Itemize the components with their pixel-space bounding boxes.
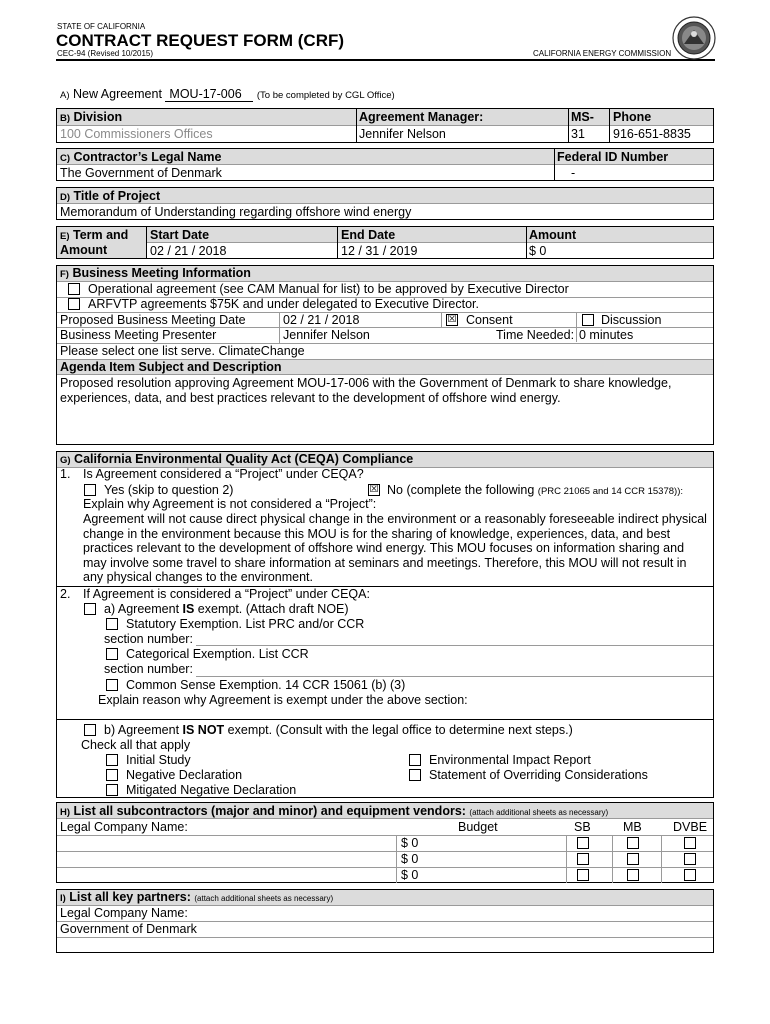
sub-budget-2[interactable]: $ 0 (401, 852, 419, 866)
federal-id-field[interactable]: - (571, 166, 576, 180)
federal-id-label: Federal ID Number (557, 150, 669, 164)
section-d-letter: D) (60, 192, 71, 203)
agenda-line-1[interactable]: Proposed resolution approving Agreement MOU-17-006 with the Government of Denmark to share knowledge, (60, 376, 672, 390)
negative-decl-label: Negative Declaration (126, 768, 243, 782)
section-h-div3 (57, 851, 713, 852)
term-label-text: Term and (72, 228, 129, 242)
section-e-header-bg (147, 227, 713, 242)
reason-line-5: any physical changes to the environment. (83, 570, 313, 585)
amount-row-label: Amount (60, 243, 108, 257)
is-exempt-suffix: exempt. (Attach draft NOE) (194, 602, 349, 616)
ceqa-yes-checkbox[interactable] (84, 484, 96, 496)
meeting-date-label: Proposed Business Meeting Date (60, 313, 246, 327)
sub-sb-checkbox-1[interactable] (577, 837, 589, 849)
operational-checkbox[interactable] (68, 283, 80, 295)
common-sense-checkbox[interactable] (106, 679, 118, 691)
ceqa-label (60, 452, 413, 466)
term-label (60, 228, 128, 242)
key-partners-label (60, 890, 333, 904)
sub-dvbe-checkbox-2[interactable] (684, 853, 696, 865)
q1-number: 1. (60, 467, 71, 481)
q2-number: 2. (60, 587, 71, 601)
section-e-divider (147, 242, 713, 243)
agenda-label: Agenda Item Subject and Description (60, 360, 282, 374)
sub-budget-1[interactable]: $ 0 (401, 836, 419, 850)
section-e-col1 (146, 226, 147, 259)
statutory-label: Statutory Exemption. List PRC and/or CCR (126, 617, 365, 631)
time-needed-field[interactable]: 0 minutes (579, 328, 634, 342)
partner-col-name: Legal Company Name: (60, 906, 188, 920)
sub-dvbe-checkbox-1[interactable] (684, 837, 696, 849)
commission-seal-icon (672, 16, 716, 60)
sub-dvbe-checkbox-3[interactable] (684, 869, 696, 881)
section-b-col2 (568, 108, 569, 143)
arfvtp-checkbox[interactable] (68, 298, 80, 310)
sub-mb-checkbox-1[interactable] (627, 837, 639, 849)
eir-label: Environmental Impact Report (429, 753, 591, 767)
section-a-letter: A) (60, 90, 70, 101)
consent-label: Consent (466, 313, 513, 327)
section-a-row (60, 87, 395, 102)
explain-not-project: Explain why Agreement is not considered a “Project”: (83, 497, 377, 511)
ceqa-no-checkbox[interactable]: ☒ (369, 484, 379, 495)
consent-checkbox[interactable]: ☒ (447, 314, 457, 325)
ceqa-label-text: California Environmental Quality Act (CEQA) Compliance (74, 452, 414, 466)
section-h-letter: H) (60, 807, 71, 818)
ceqa-no-row (387, 483, 683, 497)
presenter-field[interactable]: Jennifer Nelson (283, 328, 370, 342)
categorical-section-label: section number: (104, 662, 193, 676)
start-date-field[interactable]: 02 / 21 / 2018 (150, 244, 227, 258)
form-title: CONTRACT REQUEST FORM (CRF) (56, 31, 345, 50)
state-label: STATE OF CALIFORNIA (57, 22, 146, 31)
discussion-checkbox[interactable] (582, 314, 594, 326)
phone-field[interactable]: 916-651-8835 (613, 127, 691, 141)
section-f-col3 (576, 312, 577, 327)
listserve-label: Please select one list serve. (60, 344, 215, 358)
discussion-label: Discussion (601, 313, 662, 327)
new-agreement-label: New Agreement (72, 87, 162, 101)
ceqa-no-label: No (complete the following (387, 483, 535, 497)
section-h-col4 (661, 835, 662, 883)
common-sense-label: Common Sense Exemption. 14 CCR 15061 (b) (3) (126, 678, 406, 692)
ms-field[interactable]: 31 (571, 127, 585, 141)
division-label-text: Division (73, 110, 123, 124)
categorical-section-field[interactable] (196, 676, 713, 677)
contractor-label-text: Contractor’s Legal Name (73, 150, 222, 164)
sub-mb-checkbox-2[interactable] (627, 853, 639, 865)
partner-name-1[interactable]: Government of Denmark (60, 922, 197, 936)
section-f-col4 (576, 327, 577, 342)
section-e-col3 (526, 226, 527, 259)
division-label (60, 110, 122, 124)
cgl-note: (To be completed by CGL Office) (256, 90, 395, 101)
key-partners-label-text: List all key partners: (69, 890, 191, 904)
not-exempt-bold: IS NOT (182, 723, 225, 737)
mitigated-label: Mitigated Negative Declaration (126, 783, 297, 797)
initial-study-label: Initial Study (126, 753, 191, 767)
explain-exempt-label: Explain reason why Agreement is exempt under the above section: (98, 693, 468, 707)
negative-decl-checkbox[interactable] (106, 769, 118, 781)
mitigated-checkbox[interactable] (106, 784, 118, 796)
statutory-section-field[interactable] (196, 645, 713, 646)
sub-mb-checkbox-3[interactable] (627, 869, 639, 881)
subcontractors-note: (attach additional sheets as necessary) (469, 808, 609, 817)
section-h-col2 (566, 835, 567, 883)
is-exempt-checkbox[interactable] (84, 603, 96, 615)
meeting-date-field[interactable]: 02 / 21 / 2018 (283, 313, 360, 327)
agreement-number-field[interactable]: MOU-17-006 (165, 87, 253, 102)
ceqa-no-note: (PRC 21065 and 14 CCR 15378)): (537, 486, 683, 497)
manager-field[interactable]: Jennifer Nelson (359, 127, 446, 141)
section-h-col3 (612, 835, 613, 883)
sub-col-sb: SB (574, 820, 591, 834)
subcontractors-label (60, 804, 608, 818)
ceqa-yes-label: Yes (skip to question 2) (104, 483, 234, 497)
division-field[interactable]: 100 Commissioners Offices (60, 127, 213, 141)
check-all-label: Check all that apply (81, 738, 191, 752)
ms-label: MS- (571, 110, 594, 124)
project-title-label (60, 189, 160, 203)
subcontractors-label-text: List all subcontractors (major and minor) and equipment vendors: (73, 804, 466, 818)
header-rule (56, 59, 715, 61)
q1-text: Is Agreement considered a “Project” under CEQA? (83, 467, 364, 481)
not-project-reason[interactable] (83, 512, 707, 585)
overriding-checkbox[interactable] (409, 769, 421, 781)
categorical-checkbox[interactable] (106, 648, 118, 660)
amount-label: Amount (529, 228, 577, 242)
reason-line-2: change in the environment because this MOU is for the sharing of knowledge, experiences, data, and best (83, 526, 671, 541)
presenter-label: Business Meeting Presenter (60, 328, 217, 342)
overriding-label: Statement of Overriding Considerations (429, 768, 648, 782)
end-date-label: End Date (341, 228, 396, 242)
contractor-field[interactable]: The Government of Denmark (60, 166, 222, 180)
section-c-letter: C) (60, 153, 71, 164)
section-g-div3 (57, 719, 713, 720)
operational-label: Operational agreement (see CAM Manual for list) to be approved by Executive Director (88, 282, 569, 296)
sub-col-name: Legal Company Name: (60, 820, 188, 834)
is-exempt-bold: IS (182, 602, 195, 616)
section-f-div7 (57, 374, 713, 375)
manager-label: Agreement Manager: (359, 110, 484, 124)
section-i-letter: I) (60, 893, 66, 904)
section-e-col2 (337, 226, 338, 259)
sub-col-dvbe: DVBE (673, 820, 708, 834)
section-c-col (554, 148, 555, 181)
project-title-label-text: Title of Project (73, 189, 161, 203)
statutory-section-label: section number: (104, 632, 193, 646)
initial-study-checkbox[interactable] (106, 754, 118, 766)
form-id: CEC-94 (Revised 10/2015) (57, 49, 154, 58)
categorical-label: Categorical Exemption. List CCR (126, 647, 309, 661)
statutory-checkbox[interactable] (106, 618, 118, 630)
arfvtp-label: ARFVTP agreements $75K and under delegated to Executive Director. (88, 297, 479, 311)
start-date-label: Start Date (150, 228, 210, 242)
reason-line-1: Agreement will not cause direct physical change in the environment or a reasonably foreseeable indirect physical (83, 512, 707, 526)
agenda-line-2[interactable]: experiences, data, and best practices relevant to the development of offshore wind energy. (60, 391, 561, 405)
end-date-field[interactable]: 12 / 31 / 2019 (341, 244, 418, 258)
section-e-letter: E) (60, 231, 70, 242)
agency-name: CALIFORNIA ENERGY COMMISSION (533, 49, 672, 58)
section-h-div1 (57, 818, 713, 819)
section-i-div3 (57, 937, 713, 938)
business-meeting-label (60, 266, 251, 280)
time-needed-label: Time Needed: (496, 328, 575, 342)
section-f-letter: F) (60, 269, 69, 280)
section-h-div2 (57, 835, 713, 836)
reason-line-4: may involve some travel to share information at seminars and meetings. Therefore, this MOU will not result in (83, 555, 687, 570)
listserve-row (60, 344, 305, 358)
section-b-divider (57, 125, 713, 126)
contractor-label (60, 150, 221, 164)
section-c-divider (57, 164, 713, 165)
not-exempt-checkbox[interactable] (84, 724, 96, 736)
is-exempt-prefix: a) Agreement (104, 602, 183, 616)
section-h-div4 (57, 867, 713, 868)
q2-text: If Agreement is considered a “Project” under CEQA: (83, 587, 370, 601)
listserve-select[interactable]: ClimateChange (218, 344, 305, 358)
section-f-col2 (441, 312, 442, 327)
phone-label: Phone (613, 110, 652, 124)
not-exempt-prefix: b) Agreement (104, 723, 183, 737)
eir-checkbox[interactable] (409, 754, 421, 766)
sub-col-mb: MB (623, 820, 642, 834)
section-d-divider (57, 203, 713, 204)
section-g-letter: G) (60, 455, 71, 466)
section-h-col1 (396, 835, 397, 883)
section-b-col3 (609, 108, 610, 143)
sub-sb-checkbox-3[interactable] (577, 869, 589, 881)
not-exempt-label (104, 723, 573, 737)
section-b-letter: B) (60, 113, 71, 124)
amount-field[interactable]: $ 0 (529, 244, 547, 258)
sub-sb-checkbox-2[interactable] (577, 853, 589, 865)
project-title-field[interactable]: Memorandum of Understanding regarding offshore wind energy (60, 205, 412, 219)
is-exempt-label (104, 602, 349, 616)
business-meeting-label-text: Business Meeting Information (72, 266, 251, 280)
reason-line-3: practices relevant to the development of offshore wind energy. This MOU focuses on information sharing and (83, 541, 685, 556)
sub-col-budget: Budget (458, 820, 498, 834)
sub-budget-3[interactable]: $ 0 (401, 868, 419, 882)
not-exempt-suffix: exempt. (Consult with the legal office to determine next steps.) (224, 723, 573, 737)
section-b-col1 (356, 108, 357, 143)
key-partners-note: (attach additional sheets as necessary) (194, 894, 334, 903)
